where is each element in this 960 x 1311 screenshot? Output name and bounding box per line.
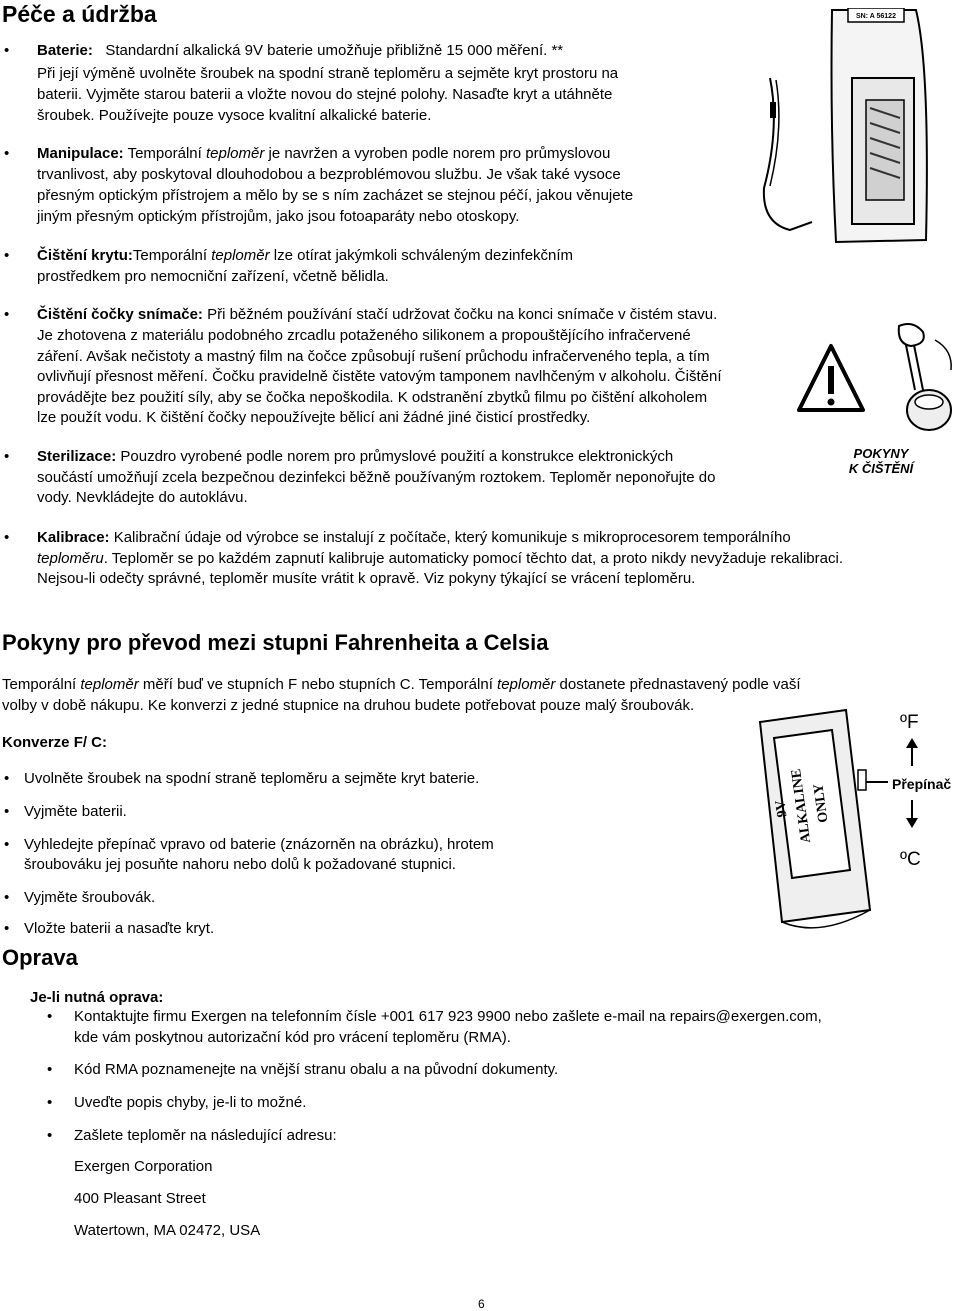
address-line: Watertown, MA 02472, USA	[74, 1222, 261, 1239]
celsius-label: ºC	[900, 849, 921, 870]
bullet: •	[4, 42, 10, 59]
repair-text: Uveďte popis chyby, je-li to možné.	[74, 1094, 307, 1111]
lens-label: Čištění čočky snímače:	[37, 306, 203, 323]
battery-label-only: ONLY	[811, 782, 832, 824]
repair-text: Kontaktujte firmu Exergen na telefonním čísle +001 617 923 9900 nebo zašlete e-mail na repairs@exergen.com,	[74, 1008, 822, 1025]
bullet: •	[4, 306, 10, 323]
handling-text: trvanlivost, aby poskytoval dlouhodobou a bezproblémovou službu. Je však také vysoce	[37, 166, 621, 183]
lens-text: provádějte bez použití síly, aby se čočka nepoškodila. K odstranění zbytků filmu po čištění alkoholem	[37, 389, 708, 406]
step-text: Uvolněte šroubek na spodní straně teploměru a sejměte kryt baterie.	[24, 770, 480, 787]
cleaning-label: POKYNY	[853, 446, 909, 461]
battery-text: baterii. Vyjměte starou baterii a vložte novou do stejné polohy. Nasaďte kryt a utáhněte	[37, 86, 613, 103]
bullet: •	[4, 247, 10, 264]
calibration-label: Kalibrace:	[37, 529, 110, 546]
bullet: •	[4, 836, 10, 853]
battery-text: šroubek. Používejte pouze vysoce kvalitní alkalické baterie.	[37, 107, 432, 124]
bullet: •	[4, 803, 10, 820]
housing-text: prostředkem pro nemocniční zařízení, včetně bělidla.	[37, 268, 389, 285]
cleaning-illustration	[795, 320, 957, 446]
step-text: Vložte baterii a nasaďte kryt.	[24, 920, 215, 937]
switch-label: Přepínač	[892, 776, 952, 792]
lens-text: ovlivňují přesnost měření. Čočku pravidelně čistěte vatovým tamponem navlhčeným v alkoholu. Čištění	[37, 368, 722, 385]
repair-text: Kód RMA poznamenejte na vnější stranu obalu a na původní dokumenty.	[74, 1061, 559, 1078]
battery-label: Baterie:	[37, 42, 93, 59]
page-number: 6	[478, 1297, 485, 1311]
lens-text: záření. Avšak nečistoty a mastný film na čočce způsobují rušení průchodu infračerveného tepla, a tím	[37, 348, 710, 365]
thermometer-back-illustration	[740, 8, 958, 248]
battery-label-alkaline: ALKALINE	[789, 767, 815, 844]
paragraph-text: volby v době nákupu. Ke konverzi z jedné stupnice na druhou budete potřebovat pouze malý šroubovák.	[2, 697, 695, 714]
housing-label: Čištění krytu:	[37, 247, 133, 264]
battery-text: Standardní alkalická 9V baterie umožňuje přibližně 15 000 měření. **	[105, 42, 564, 59]
step-text: Vyjměte baterii.	[24, 803, 127, 820]
switch-illustration	[720, 700, 958, 940]
repair-text: Zašlete teploměr na následující adresu:	[74, 1127, 337, 1144]
bullet: •	[47, 1094, 53, 1111]
bullet: •	[47, 1127, 53, 1144]
handling-label: Manipulace:	[37, 145, 124, 162]
sterilization-text: vody. Nevkládejte do autoklávu.	[37, 489, 248, 506]
bullet: •	[4, 448, 10, 465]
battery-text: Při její výměně uvolněte šroubek na spodní straně teploměru a sejměte kryt prostoru na	[37, 65, 619, 82]
bullet: •	[4, 889, 10, 906]
lens-text: Je zhotovena z materiálu podobného zrcadlu potaženého silikonem a propouštějícího infračervené	[37, 327, 691, 344]
address-line: Exergen Corporation	[74, 1158, 213, 1175]
bullet: •	[4, 529, 10, 546]
sterilization-label: Sterilizace:	[37, 448, 117, 465]
step-text: Vyjměte šroubovák.	[24, 889, 156, 906]
address-line: 400 Pleasant Street	[74, 1190, 206, 1207]
serial-sticker-text: SN: A 56122	[856, 13, 896, 20]
section-title: Oprava	[2, 945, 78, 970]
lens-text: lze použít vodu. K čištění čočky nepoužívejte bělicí ani žádné jiné čisticí prostředky.	[37, 409, 591, 426]
bullet: •	[4, 145, 10, 162]
section-title: Pokyny pro převod mezi stupni Fahrenheita a Celsia	[2, 630, 549, 655]
repair-text: kde vám poskytnou autorizační kód pro vrácení teploměru (RMA).	[74, 1029, 511, 1046]
page-title: Péče a údržba	[2, 1, 157, 27]
bullet: •	[4, 770, 10, 787]
bullet: •	[47, 1061, 53, 1078]
fahrenheit-label: ºF	[900, 712, 919, 733]
subheading: Je-li nutná oprava:	[30, 989, 164, 1006]
bullet: •	[4, 920, 10, 937]
cleaning-label: K ČIŠTĚNÍ	[848, 461, 914, 476]
handling-text: jiným přesným optickým přístrojům, jako jsou fotoaparáty nebo otoskopy.	[37, 208, 520, 225]
step-text: šroubováku jej posuňte nahoru nebo dolů k požadované stupnici.	[24, 856, 456, 873]
calibration-text: Nejsou-li odečty správné, teploměr musíte vrátit k opravě. Viz pokyny týkající se vrácení teploměru.	[37, 570, 696, 587]
handling-text: přesným optickým přístrojem a mělo by se s ním zacházet se stejnou péčí, jakou věnujete	[37, 187, 634, 204]
battery-label-9v: 9V	[773, 799, 791, 819]
subheading: Konverze F/ C:	[2, 734, 108, 751]
step-text: Vyhledejte přepínač vpravo od baterie (znázorněn na obrázku), hrotem	[24, 836, 494, 853]
bullet: •	[47, 1008, 53, 1025]
sterilization-text: součástí umožňují zcela bezpečnou dezinfekci běžně používaným roztokem. Teploměr neponořujte do	[37, 469, 716, 486]
